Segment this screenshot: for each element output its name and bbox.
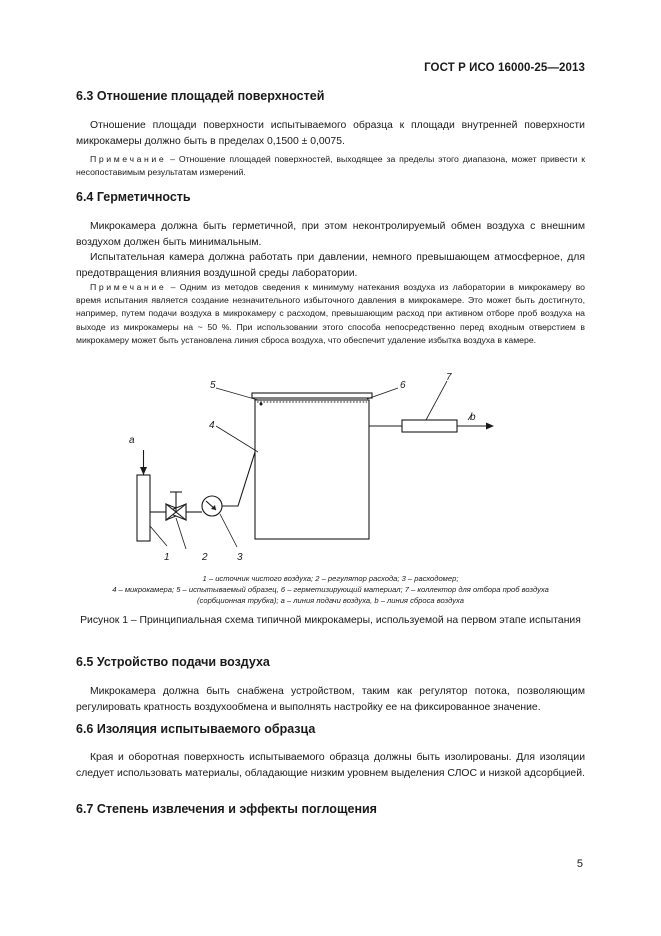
figure-caption-line-3: (сорбционная трубка); a – линия подачи воздуха, b – линия сброса воздуха — [197, 596, 464, 605]
note-label: Примечание — [90, 154, 167, 164]
microchamber-diagram — [120, 368, 520, 568]
section-6-4-note — [76, 281, 585, 347]
section-6-6-paragraph: Края и оборотная поверхность испытываемого образца должны быть изолированы. Для изоляции следует использовать материалы, обладающие низким уровнем выделения СЛОС и низкой адсорбцией. — [76, 752, 585, 779]
microchamber — [255, 400, 369, 539]
section-6-4-title: 6.4 Герметичность — [76, 190, 191, 204]
label-b: b — [470, 412, 476, 423]
label-2: 2 — [202, 552, 208, 563]
section-6-7-title: 6.7 Степень извлечения и эффекты поглощения — [76, 802, 377, 816]
section-6-3-title: 6.3 Отношение площадей поверхностей — [76, 89, 325, 103]
section-6-4-paragraph-1: Микрокамера должна быть герметичной, при этом неконтролируемый обмен воздуха с внешним воздухом должен быть минимальным. — [76, 221, 585, 248]
figure-caption-line-1: 1 – источник чистого воздуха; 2 – регулятор расхода; 3 – расходомер; — [202, 574, 459, 583]
flowmeter — [202, 496, 222, 516]
label-5: 5 — [210, 380, 216, 391]
figure-title: Рисунок 1 – Принципиальная схема типичной микрокамеры, используемой на первом этапе испытания — [80, 615, 581, 626]
label-1: 1 — [164, 552, 170, 563]
figure-caption-line-2: 4 – микрокамера; 5 – испытываемый образец, 6 – герметизирующий материал; 7 – коллектор для отбора проб воздуха — [112, 585, 549, 594]
section-6-5-title: 6.5 Устройство подачи воздуха — [76, 655, 270, 669]
label-4: 4 — [209, 420, 215, 431]
label-3: 3 — [237, 552, 243, 563]
clean-air-source — [137, 475, 150, 541]
air-sampling-tube — [402, 420, 457, 432]
section-6-4-paragraph-2: Испытательная камера должна работать при давлении, немного превышающем атмосферное, для предотвращения влияния воздушной среды лаборатории. — [76, 252, 585, 279]
document-header: ГОСТ Р ИСО 16000-25—2013 — [424, 62, 585, 74]
flow-regulator — [166, 492, 186, 520]
label-7: 7 — [446, 372, 452, 383]
note-text: – Одним из методов сведения к минимуму натекания воздуха из лаборатории в микрокамеру во время испытания является создание незначительного избыточного давления в микрокамере. Это может быть достигнуто, например, путем подачи воздуха в микрокамеру с расходом, превышающим расход при активном отборе проб воздуха на выходе из микрокамеры на ~ 50 %. При использовании этого способа непосредственно перед входным отверстием в микрокамеру может быть установлена линия сброса воздуха, что обеспечит удаление избытка воздуха в камере. — [76, 282, 585, 345]
note-label: Примечание — [90, 282, 167, 292]
section-6-5-paragraph: Микрокамера должна быть снабжена устройством, таким как регулятор потока, позволяющим регулировать кратность воздухообмена и выполнять настройку ее на фиксированное значение. — [76, 686, 585, 713]
sealing-material — [252, 393, 372, 398]
section-6-3-note — [76, 153, 585, 179]
label-6: 6 — [400, 380, 406, 391]
section-6-3-paragraph: Отношение площади поверхности испытываемого образца к площади внутренней поверхности микрокамеры должно быть в пределах 0,1500 ± 0,0075. — [76, 120, 585, 147]
label-a: a — [129, 435, 135, 446]
note-text: – Отношение площадей поверхностей, выходящее за пределы этого диапазона, может привести к несопоставимым результатам измерений. — [76, 154, 585, 178]
section-6-6-title: 6.6 Изоляция испытываемого образца — [76, 722, 316, 736]
page-number: 5 — [576, 858, 583, 870]
